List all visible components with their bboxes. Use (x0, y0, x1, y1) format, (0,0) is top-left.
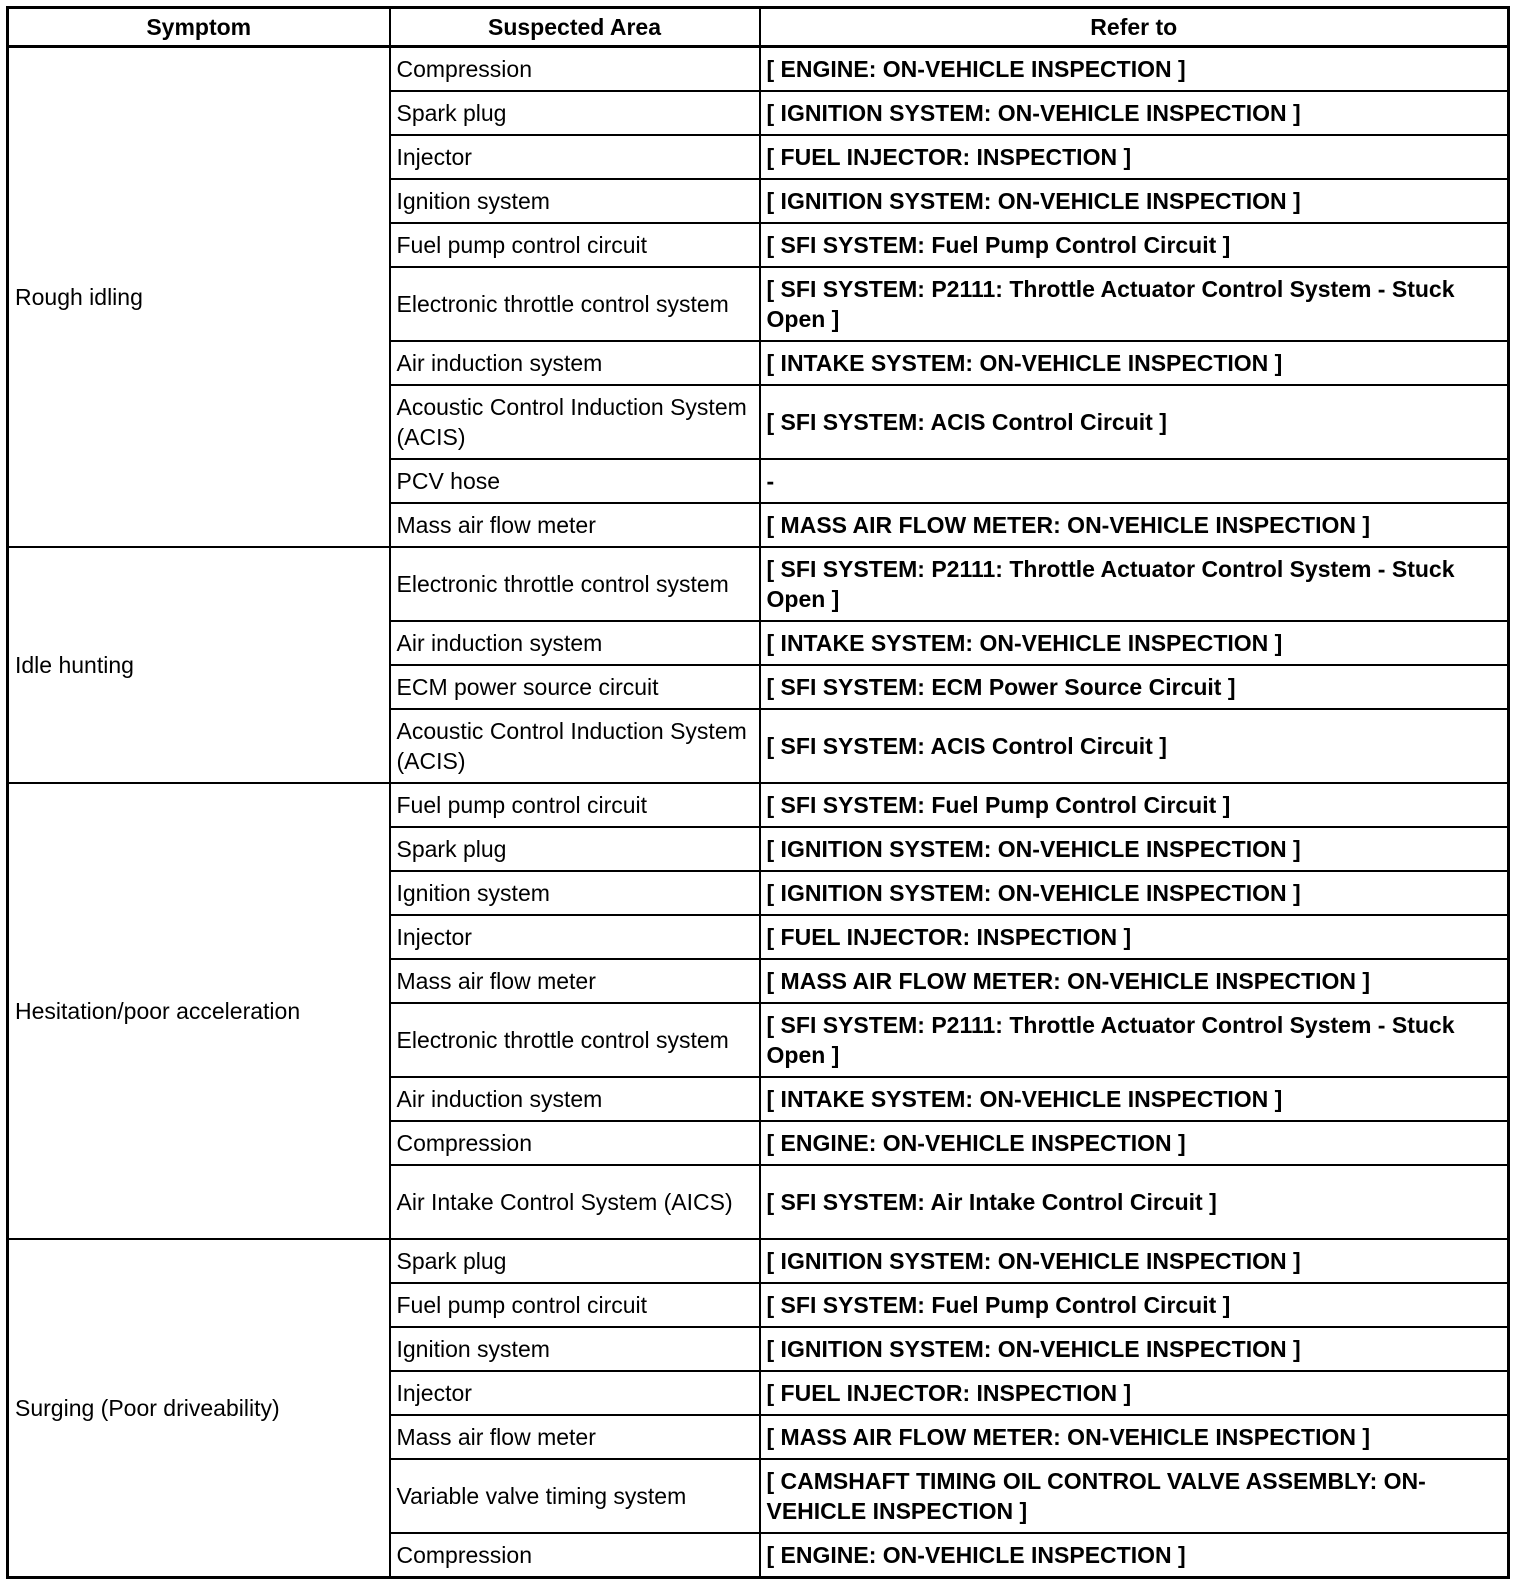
refer-to-cell: [ SFI SYSTEM: P2111: Throttle Actuator Control System - Stuck Open ] (760, 547, 1509, 621)
refer-to-cell: [ MASS AIR FLOW METER: ON-VEHICLE INSPECTION ] (760, 1415, 1509, 1459)
suspected-area-cell: Spark plug (390, 91, 760, 135)
refer-to-cell: [ IGNITION SYSTEM: ON-VEHICLE INSPECTION ] (760, 871, 1509, 915)
refer-to-cell: [ IGNITION SYSTEM: ON-VEHICLE INSPECTION ] (760, 179, 1509, 223)
suspected-area-cell: Fuel pump control circuit (390, 783, 760, 827)
refer-to-cell: [ SFI SYSTEM: P2111: Throttle Actuator Control System - Stuck Open ] (760, 1003, 1509, 1077)
refer-to-cell: [ INTAKE SYSTEM: ON-VEHICLE INSPECTION ] (760, 341, 1509, 385)
suspected-area-cell: Electronic throttle control system (390, 547, 760, 621)
refer-to-cell: [ CAMSHAFT TIMING OIL CONTROL VALVE ASSEMBLY: ON-VEHICLE INSPECTION ] (760, 1459, 1509, 1533)
header-refer-to: Refer to (760, 8, 1509, 47)
refer-to-cell: [ SFI SYSTEM: Fuel Pump Control Circuit ] (760, 1283, 1509, 1327)
table-row (8, 783, 1509, 827)
suspected-area-cell: Compression (390, 1121, 760, 1165)
suspected-area-cell: Mass air flow meter (390, 503, 760, 547)
suspected-area-cell: Injector (390, 1371, 760, 1415)
refer-to-cell: [ SFI SYSTEM: Fuel Pump Control Circuit ] (760, 783, 1509, 827)
refer-to-cell: [ FUEL INJECTOR: INSPECTION ] (760, 915, 1509, 959)
symptom-cell: Hesitation/poor acceleration (8, 783, 390, 1239)
refer-to-cell: [ FUEL INJECTOR: INSPECTION ] (760, 1371, 1509, 1415)
suspected-area-cell: Air induction system (390, 341, 760, 385)
refer-to-cell: [ SFI SYSTEM: Fuel Pump Control Circuit ] (760, 223, 1509, 267)
table-row (8, 547, 1509, 621)
refer-to-cell: [ SFI SYSTEM: Air Intake Control Circuit ] (760, 1165, 1509, 1239)
refer-to-cell: [ ENGINE: ON-VEHICLE INSPECTION ] (760, 47, 1509, 92)
suspected-area-cell: Electronic throttle control system (390, 267, 760, 341)
suspected-area-cell: Spark plug (390, 827, 760, 871)
header-symptom: Symptom (8, 8, 390, 47)
table-row (8, 47, 1509, 92)
suspected-area-cell: Ignition system (390, 1327, 760, 1371)
refer-to-cell: [ IGNITION SYSTEM: ON-VEHICLE INSPECTION ] (760, 1327, 1509, 1371)
suspected-area-cell: Fuel pump control circuit (390, 223, 760, 267)
suspected-area-cell: Ignition system (390, 871, 760, 915)
suspected-area-cell: Variable valve timing system (390, 1459, 760, 1533)
refer-to-cell: [ SFI SYSTEM: ACIS Control Circuit ] (760, 385, 1509, 459)
suspected-area-cell: Acoustic Control Induction System (ACIS) (390, 709, 760, 783)
refer-to-cell: [ IGNITION SYSTEM: ON-VEHICLE INSPECTION ] (760, 1239, 1509, 1283)
symptom-cell: Rough idling (8, 47, 390, 548)
refer-to-cell: [ INTAKE SYSTEM: ON-VEHICLE INSPECTION ] (760, 1077, 1509, 1121)
refer-to-cell: [ IGNITION SYSTEM: ON-VEHICLE INSPECTION ] (760, 91, 1509, 135)
suspected-area-cell: Compression (390, 1533, 760, 1578)
refer-to-cell: [ IGNITION SYSTEM: ON-VEHICLE INSPECTION ] (760, 827, 1509, 871)
symptom-cell: Idle hunting (8, 547, 390, 783)
header-row (8, 8, 1509, 47)
suspected-area-cell: Mass air flow meter (390, 959, 760, 1003)
suspected-area-cell: ECM power source circuit (390, 665, 760, 709)
refer-to-cell: [ ENGINE: ON-VEHICLE INSPECTION ] (760, 1121, 1509, 1165)
suspected-area-cell: Acoustic Control Induction System (ACIS) (390, 385, 760, 459)
table-body (8, 47, 1509, 1578)
refer-to-cell: [ SFI SYSTEM: ACIS Control Circuit ] (760, 709, 1509, 783)
suspected-area-cell: Compression (390, 47, 760, 92)
suspected-area-cell: PCV hose (390, 459, 760, 503)
symptom-table (6, 6, 1510, 1579)
refer-to-cell: [ MASS AIR FLOW METER: ON-VEHICLE INSPECTION ] (760, 503, 1509, 547)
refer-to-cell: [ MASS AIR FLOW METER: ON-VEHICLE INSPECTION ] (760, 959, 1509, 1003)
suspected-area-cell: Fuel pump control circuit (390, 1283, 760, 1327)
suspected-area-cell: Air induction system (390, 1077, 760, 1121)
suspected-area-cell: Injector (390, 915, 760, 959)
suspected-area-cell: Injector (390, 135, 760, 179)
suspected-area-cell: Spark plug (390, 1239, 760, 1283)
refer-to-cell: [ ENGINE: ON-VEHICLE INSPECTION ] (760, 1533, 1509, 1578)
table-row (8, 1239, 1509, 1283)
refer-to-cell: - (760, 459, 1509, 503)
refer-to-cell: [ INTAKE SYSTEM: ON-VEHICLE INSPECTION ] (760, 621, 1509, 665)
refer-to-cell: [ FUEL INJECTOR: INSPECTION ] (760, 135, 1509, 179)
symptom-cell: Surging (Poor driveability) (8, 1239, 390, 1578)
suspected-area-cell: Air Intake Control System (AICS) (390, 1165, 760, 1239)
suspected-area-cell: Air induction system (390, 621, 760, 665)
refer-to-cell: [ SFI SYSTEM: ECM Power Source Circuit ] (760, 665, 1509, 709)
suspected-area-cell: Electronic throttle control system (390, 1003, 760, 1077)
suspected-area-cell: Mass air flow meter (390, 1415, 760, 1459)
refer-to-cell: [ SFI SYSTEM: P2111: Throttle Actuator Control System - Stuck Open ] (760, 267, 1509, 341)
suspected-area-cell: Ignition system (390, 179, 760, 223)
header-suspected-area: Suspected Area (390, 8, 760, 47)
